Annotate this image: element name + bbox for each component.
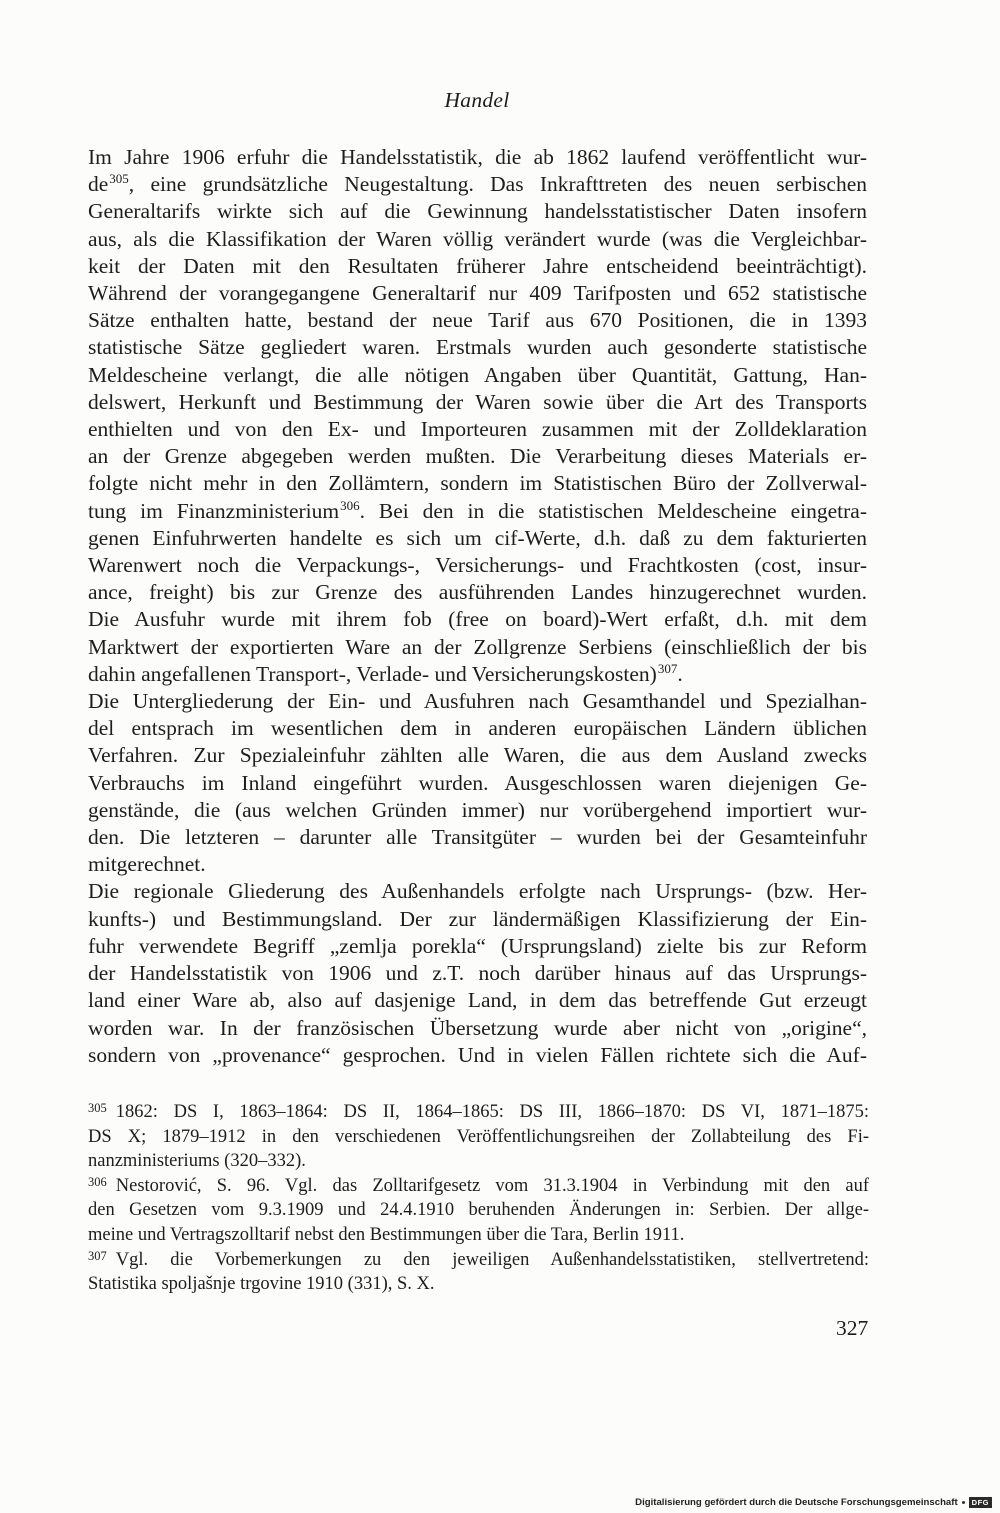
footnote-text: Vgl. die Vorbemerkungen zu den jeweiligen Außenhandelsstatistiken, stellvertretend:: [115, 1249, 869, 1270]
text-line: land einer Ware ab, also auf dasjenige Land, in dem das betreffende Gut erzeugt: [88, 988, 867, 1013]
paragraph: [88, 878, 867, 1068]
text-line: del entsprach im wesentlichen dem in anderen europäischen Ländern üblichen: [88, 716, 867, 741]
footnote-line: [88, 1149, 869, 1174]
text-line: [88, 498, 867, 525]
digitization-credit-text: Digitalisierung gefördert durch die Deutsche Forschungsgemeinschaft: [635, 1497, 958, 1508]
footnote-305: [88, 1100, 869, 1174]
digitization-credit: [635, 1495, 992, 1510]
text-line: der Handelsstatistik von 1906 und z.T. noch darüber hinaus auf das Ursprungs-: [88, 961, 867, 986]
footnote-reference: 306: [340, 497, 360, 513]
body-text: [88, 144, 867, 1069]
text-line: worden war. In der französischen Übersetzung wurde aber nicht von „origine“,: [88, 1015, 867, 1040]
text-line: den. Die letzteren – darunter alle Transitgüter – wurden bei der Gesamteinfuhr: [88, 825, 867, 850]
footnote-text: nanzministeriums (320–332).: [88, 1151, 306, 1172]
text-line: statistische Sätze gegliedert waren. Erstmals wurden auch gesonderte statistische: [88, 335, 867, 360]
footnote-line: [88, 1248, 869, 1273]
page-number: 327: [836, 1316, 869, 1340]
footnote-line: [88, 1125, 869, 1150]
text-line: [88, 661, 867, 688]
footnote-line: [88, 1272, 869, 1297]
text-line: keit der Daten mit den Resultaten früherer Jahre entscheidend beeinträchtigt).: [88, 253, 867, 278]
text-line: an der Grenze abgegeben werden mußten. Die Verarbeitung dieses Materials er-: [88, 444, 867, 469]
text-line: Generaltarifs wirkte sich auf die Gewinnung handelsstatistischer Daten insofern: [88, 199, 867, 224]
footnote-text: Nestorović, S. 96. Vgl. das Zolltarifgesetz vom 31.3.1904 in Verbindung mit den auf: [115, 1175, 869, 1196]
text-line: Warenwert noch die Verpackungs-, Versicherungs- und Frachtkosten (cost, insur-: [88, 553, 867, 578]
text-line: delswert, Herkunft und Bestimmung der Waren sowie über die Art des Transports: [88, 389, 867, 414]
footnote-line: [88, 1100, 869, 1125]
text-line: genstände, die (aus welchen Gründen immer) nur vorübergehend importiert wur-: [88, 797, 867, 822]
text-segment: tung im Finanzministerium: [88, 498, 340, 523]
footnote-text: den Gesetzen vom 9.3.1909 und 24.4.1910 beruhenden Änderungen in: Serbien. Der allge-: [88, 1200, 869, 1221]
footnote-line: [88, 1223, 869, 1248]
footnote-line: [88, 1174, 869, 1199]
text-line: genen Einfuhrwerten handelte es sich um cif-Werte, d.h. daß zu dem fakturierten: [88, 525, 867, 550]
text-line: folgte nicht mehr in den Zollämtern, sondern im Statistischen Büro der Zollverwal-: [88, 471, 867, 496]
footnote-text: 1862: DS I, 1863–1864: DS II, 1864–1865: DS III, 1866–1870: DS VI, 1871–1875:: [115, 1102, 869, 1122]
text-segment: dahin angefallenen Transport-, Verlade- und Versicherungskosten): [88, 661, 657, 686]
text-line: Verbrauchs im Inland eingeführt wurden. Ausgeschlossen waren diejenigen Ge-: [88, 770, 867, 795]
text-line: mitgerechnet.: [88, 852, 206, 877]
footnote-306: [88, 1174, 869, 1248]
text-line: [88, 171, 867, 198]
text-line: Die Untergliederung der Ein- und Ausfuhren nach Gesamthandel und Spezialhan-: [88, 689, 867, 714]
text-segment: . Bei den in die statistischen Meldescheine eingetra-: [359, 498, 867, 523]
paragraph: [88, 688, 867, 878]
footnotes: [88, 1100, 869, 1297]
text-line: sondern von „provenance“ gesprochen. Und in vielen Fällen richtete sich die Auf-: [88, 1042, 867, 1067]
footnote-number: 306: [88, 1174, 107, 1189]
footnote-line: [88, 1198, 869, 1223]
text-line: Im Jahre 1906 erfuhr die Handelsstatistik, die ab 1862 laufend veröffentlicht wur-: [88, 145, 867, 169]
text-line: Die regionale Gliederung des Außenhandels erfolgte nach Ursprungs- (bzw. Her-: [88, 879, 867, 904]
dfg-logo-icon: DFG: [969, 1497, 992, 1508]
running-head: Handel: [444, 88, 510, 112]
text-line: Sätze enthalten hatte, bestand der neue Tarif aus 670 Positionen, die in 1393: [88, 308, 867, 333]
text-line: Während der vorangegangene Generaltarif nur 409 Tarifposten und 652 statistische: [88, 281, 867, 306]
footnote-reference: 305: [109, 171, 129, 187]
footnote-reference: 307: [657, 660, 678, 676]
text-line: Verfahren. Zur Spezialeinfuhr zählten alle Waren, die aus dem Ausland zwecks: [88, 743, 867, 768]
footnote-number: 307: [88, 1248, 107, 1263]
footnote-text: meine und Vertragszolltarif nebst den Bestimmungen über die Tara, Berlin 1911.: [88, 1224, 685, 1245]
text-segment: .: [677, 661, 683, 686]
footnote-number: 305: [88, 1101, 107, 1115]
text-line: Meldescheine verlangt, die alle nötigen Angaben über Quantität, Gattung, Han-: [88, 362, 867, 387]
paragraph: [88, 144, 867, 688]
separator-dot: [962, 1501, 965, 1504]
text-segment: de: [88, 172, 109, 197]
text-line: ance, freight) bis zur Grenze des ausführenden Landes hinzugerechnet wurden.: [88, 580, 867, 605]
footnote-307: [88, 1248, 869, 1297]
text-line: Marktwert der exportierten Ware an der Zollgrenze Serbiens (einschließlich der bis: [88, 634, 867, 659]
text-line: kunfts-) und Bestimmungsland. Der zur ländermäßigen Klassifizierung der Ein-: [88, 906, 867, 931]
footnote-text: DS X; 1879–1912 in den verschiedenen Veröffentlichungsreihen der Zollabteilung des Fi-: [88, 1126, 869, 1147]
text-line: Die Ausfuhr wurde mit ihrem fob (free on board)-Wert erfaßt, d.h. mit dem: [88, 607, 867, 632]
text-line: fuhr verwendete Begriff „zemlja porekla“ (Ursprungsland) zielte bis zur Reform: [88, 933, 867, 958]
text-segment: , eine grundsätzliche Neugestaltung. Das Inkrafttreten des neuen serbischen: [128, 172, 867, 197]
footnote-text: Statistika spoljašnje trgovine 1910 (331), S. X.: [88, 1274, 435, 1295]
text-line: aus, als die Klassifikation der Waren völlig verändert wurde (was die Vergleichbar-: [88, 226, 867, 251]
text-line: enthielten und von den Ex- und Importeuren zusammen mit der Zolldeklaration: [88, 417, 867, 442]
